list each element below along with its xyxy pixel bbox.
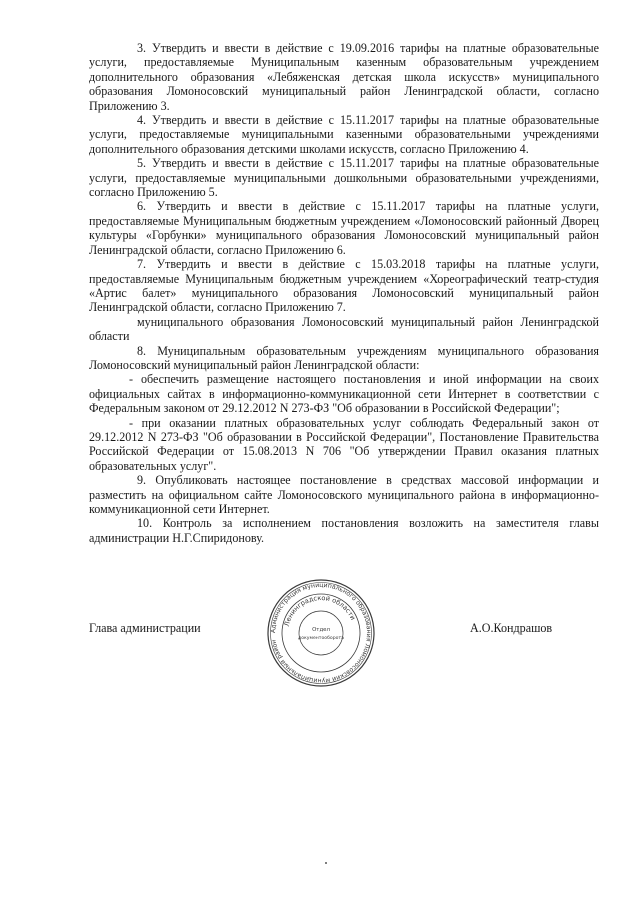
scan-speck xyxy=(325,862,327,864)
stamp-outer-text: Администрация муниципального образования Ломоносовский муниципальный район xyxy=(269,581,373,685)
paragraph-item-9: 9. Опубликовать настоящее постановление в средствах массовой информации и разместить на официальном сайте Ломоносовского муниципального района в информационно-коммуникационной сети Интернет. xyxy=(89,473,599,516)
paragraph-bullet-1: - обеспечить размещение настоящего постановления и иной информации на своих официальных сайтах в информационно-коммуникационной сети Интернет в соответствии с Федеральным законом от 29.12.2012 N 273-ФЗ "Об образовании в Российской Федерации"; xyxy=(89,372,599,416)
stamp-inner-text: Ленинградской области xyxy=(282,593,357,628)
paragraph-item-4: 4. Утвердить и ввести в действие с 15.11.2017 тарифы на платные образовательные услуги, предоставляемые муниципальными казенными образовательными учреждениями дополнительного образования детскими школами искусств, согласно Приложению 4. xyxy=(89,113,599,156)
paragraph-item-5: 5. Утвердить и ввести в действие с 15.11.2017 тарифы на платные образовательные услуги, предоставляемые муниципальными дошкольными образовательными учреждениями, согласно Приложению 5. xyxy=(89,156,599,200)
paragraph-fragment: муниципального образования Ломоносовский муниципальный район Ленинградской области xyxy=(89,314,599,344)
paragraph-bullet-2: - при оказании платных образовательных услуг соблюдать Федеральный закон от 29.12.2012 N 273-ФЗ "Об образовании в Российской Федерации", Постановление Правительства Российской Федерации от 15.08.2013 N 706 "Об утверждении Правил оказания платных образовательных услуг". xyxy=(89,415,599,473)
stamp-center-line2: документооборота xyxy=(298,636,344,641)
paragraph-item-6: 6. Утвердить и ввести в действие с 15.11.2017 тарифы на платные услуги, предоставляемые Муниципальным бюджетным учреждением «Ломоносовский районный Дворец культуры «Горбунки» муниципального образования Ломоносовский муниципальный район Ленинградской области, согласно Приложению 6. xyxy=(89,199,599,257)
paragraph-item-8: 8. Муниципальным образовательным учреждениям муниципального образования Ломоносовский муниципальный район Ленинградской области: xyxy=(89,343,599,372)
document-body xyxy=(89,41,599,545)
paragraph-item-7: 7. Утвердить и ввести в действие с 15.03.2018 тарифы на платные услуги, предоставляемые Муниципальным бюджетным учреждением «Хореографический театр-студия «Артис балет» муниципального образования Ломоносовский муниципальный район Ленинградской области, согласно Приложению 7. xyxy=(89,257,599,315)
signatory-name: А.О.Кондрашов xyxy=(470,621,553,635)
official-stamp xyxy=(266,578,376,688)
stamp-center-line1: Отдел xyxy=(312,627,330,633)
signatory-title: Глава администрации xyxy=(89,621,201,635)
paragraph-item-3: 3. Утвердить и ввести в действие с 19.09.2016 тарифы на платные образовательные услуги, предоставляемые Муниципальным казенным образовательным учреждением дополнительного образования «Лебяженская детская школа искусств» муниципального образования Ломоносовский муниципальный район Ленинградской области, согласно Приложению 3. xyxy=(89,41,599,113)
paragraph-item-10: 10. Контроль за исполнением постановления возложить на заместителя главы администрации Н.Г.Спиридонову. xyxy=(89,516,599,545)
